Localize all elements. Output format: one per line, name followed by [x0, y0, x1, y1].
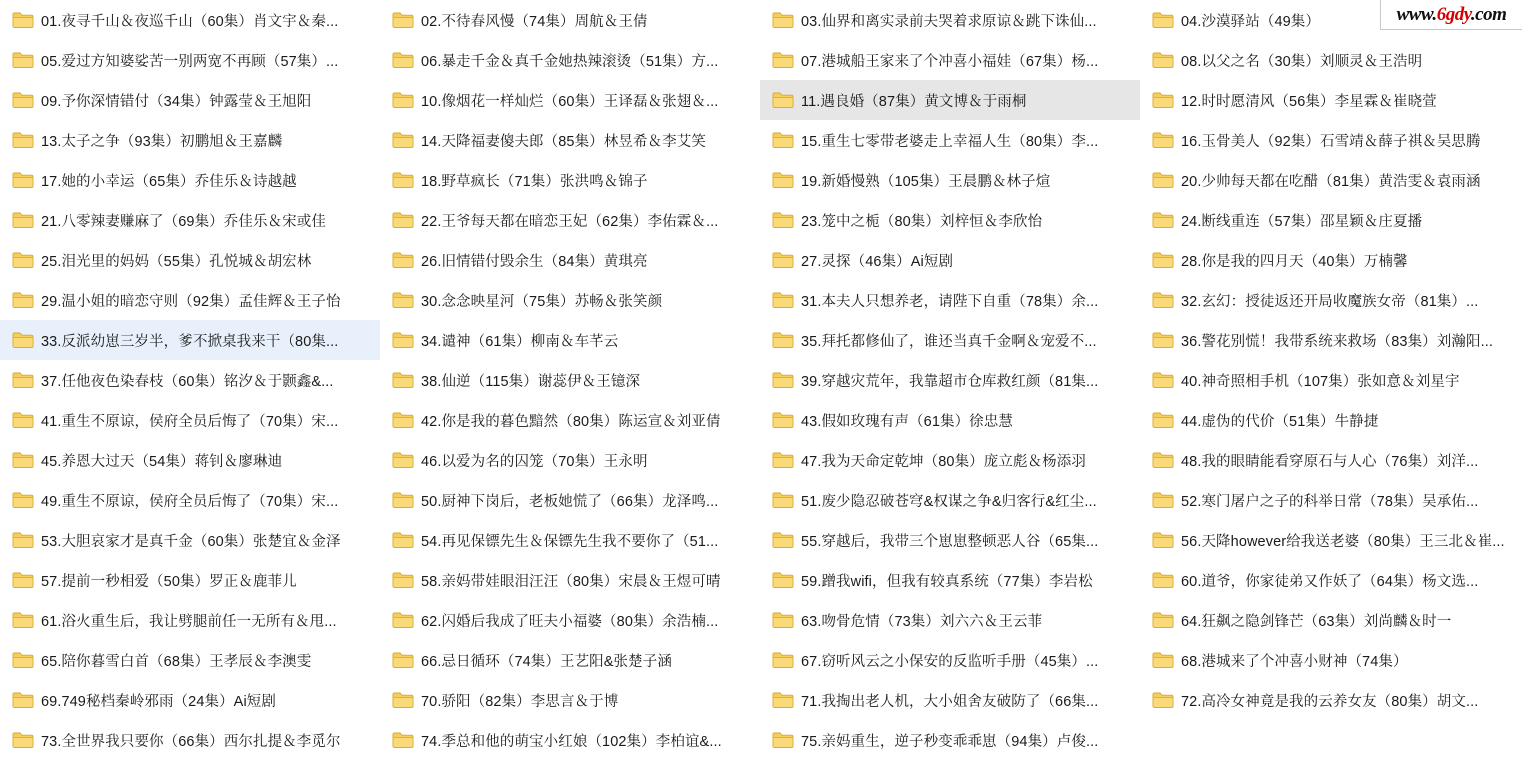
folder-icon — [392, 91, 414, 109]
folder-icon — [1152, 691, 1174, 709]
file-item-label: 37.任他夜色染春枝（60集）铭汐＆于颢鑫&... — [41, 373, 334, 390]
folder-icon — [1152, 411, 1174, 429]
file-item[interactable] — [760, 120, 1140, 160]
folder-icon — [1152, 371, 1174, 389]
file-item[interactable] — [1140, 440, 1520, 480]
file-item-label: 59.蹭我wifi，但我有较真系统（77集）李岩松 — [801, 573, 1093, 590]
folder-icon — [1152, 11, 1174, 29]
folder-icon — [772, 51, 794, 69]
folder-icon — [392, 571, 414, 589]
folder-icon — [12, 91, 34, 109]
file-item[interactable] — [760, 280, 1140, 320]
file-item[interactable] — [0, 0, 380, 40]
file-item[interactable] — [0, 720, 380, 760]
file-item[interactable] — [380, 520, 760, 560]
file-item-label: 50.厨神下岗后，老板她慌了（66集）龙泽鸣... — [421, 493, 719, 510]
file-item-label: 03.仙界和离实录前夫哭着求原谅＆跳下诛仙... — [801, 13, 1097, 30]
file-item-label: 62.闪婚后我成了旺夫小福婆（80集）余浩楠... — [421, 613, 719, 630]
file-item[interactable] — [760, 200, 1140, 240]
file-item-label: 27.灵探（46集）Ai短剧 — [801, 253, 954, 270]
file-item[interactable] — [380, 80, 760, 120]
folder-icon — [772, 91, 794, 109]
file-item-label: 61.浴火重生后，我让劈腿前任一无所有＆甩... — [41, 613, 337, 630]
file-item-label: 39.穿越灾荒年，我靠超市仓库救红颜（81集... — [801, 373, 1099, 390]
folder-icon — [392, 371, 414, 389]
file-item[interactable] — [1140, 240, 1520, 280]
file-item[interactable] — [760, 400, 1140, 440]
file-item[interactable] — [0, 160, 380, 200]
file-item[interactable] — [1140, 520, 1520, 560]
watermark-text: www.6gdy.com — [1396, 3, 1507, 25]
folder-icon — [1152, 171, 1174, 189]
file-item-label: 30.念念映星河（75集）苏畅＆张笑颜 — [421, 293, 663, 310]
file-item[interactable] — [760, 440, 1140, 480]
file-item-label: 23.笼中之栀（80集）刘梓恒＆李欣怡 — [801, 213, 1043, 230]
file-item-label: 42.你是我的暮色黯然（80集）陈运宣＆刘亚倩 — [421, 413, 721, 430]
folder-icon — [772, 291, 794, 309]
file-item[interactable] — [1140, 80, 1520, 120]
file-item-label: 12.时时愿清风（56集）李星霖＆崔晓萱 — [1181, 93, 1437, 110]
folder-icon — [772, 691, 794, 709]
folder-icon — [772, 171, 794, 189]
file-item-label: 29.温小姐的暗恋守则（92集）孟佳辉＆王子怡 — [41, 293, 341, 310]
site-watermark — [1380, 0, 1522, 30]
file-item-label: 33.反派幼崽三岁半，爹不掀桌我来干（80集... — [41, 333, 339, 350]
file-item[interactable] — [760, 720, 1140, 760]
file-item[interactable] — [1140, 160, 1520, 200]
file-item-label: 52.寒门屠户之子的科举日常（78集）吴承佑... — [1181, 493, 1479, 510]
folder-icon — [1152, 331, 1174, 349]
file-item[interactable] — [380, 240, 760, 280]
file-item-label: 41.重生不原谅，侯府全员后悔了（70集）宋... — [41, 413, 339, 430]
file-item[interactable] — [0, 40, 380, 80]
folder-icon — [12, 411, 34, 429]
file-item-label: 04.沙漠驿站（49集） — [1181, 13, 1320, 30]
folder-icon — [772, 411, 794, 429]
folder-icon — [1152, 531, 1174, 549]
folder-icon — [392, 611, 414, 629]
file-item-label: 44.虚伪的代价（51集）牛静捷 — [1181, 413, 1379, 430]
file-item[interactable] — [0, 440, 380, 480]
folder-icon — [12, 131, 34, 149]
file-item-label: 18.野草疯长（71集）张洪鸣＆锦子 — [421, 173, 648, 190]
folder-icon — [1152, 611, 1174, 629]
file-item-label: 20.少帅每天都在吃醋（81集）黄浩雯＆袁雨涵 — [1181, 173, 1481, 190]
folder-icon — [1152, 51, 1174, 69]
file-item-label: 49.重生不原谅，侯府全员后悔了（70集）宋... — [41, 493, 339, 510]
file-item-label: 38.仙逆（115集）谢蕊伊＆王镱深 — [421, 373, 641, 390]
file-item[interactable] — [1140, 600, 1520, 640]
file-item-label: 53.大胆哀家才是真千金（60集）张楚宜＆金泽 — [41, 533, 341, 550]
file-item-label: 05.爱过方知婆娑苦一别两宽不再顾（57集）... — [41, 53, 339, 70]
file-item-label: 65.陪你暮雪白首（68集）王孝辰＆李澳雯 — [41, 653, 312, 670]
folder-icon — [392, 251, 414, 269]
file-item-label: 10.像烟花一样灿烂（60集）王译磊＆张翅＆... — [421, 93, 719, 110]
file-item[interactable] — [0, 560, 380, 600]
file-item-label: 36.警花别慌！我带系统来救场（83集）刘瀚阳... — [1181, 333, 1493, 350]
file-item[interactable] — [380, 560, 760, 600]
folder-icon — [772, 371, 794, 389]
folder-icon — [12, 531, 34, 549]
folder-icon — [392, 331, 414, 349]
file-item-label: 69.749秘档秦岭邪雨（24集）Ai短剧 — [41, 693, 276, 710]
folder-icon — [392, 691, 414, 709]
file-item[interactable] — [1140, 400, 1520, 440]
file-item[interactable] — [1140, 120, 1520, 160]
file-item-label: 70.骄阳（82集）李思言＆于博 — [421, 693, 619, 710]
file-item-label: 57.提前一秒相爱（50集）罗正＆鹿菲儿 — [41, 573, 297, 590]
file-item[interactable] — [1140, 680, 1520, 720]
folder-icon — [12, 611, 34, 629]
file-item-label: 34.谴神（61集）柳南＆车芊云 — [421, 333, 619, 350]
file-item[interactable] — [380, 480, 760, 520]
file-item[interactable] — [380, 320, 760, 360]
folder-icon — [12, 491, 34, 509]
file-item[interactable] — [760, 40, 1140, 80]
file-item[interactable] — [1140, 560, 1520, 600]
file-item-label: 07.港城船王家来了个冲喜小福娃（67集）杨... — [801, 53, 1099, 70]
file-item-label: 43.假如玫瑰有声（61集）徐忠慧 — [801, 413, 1013, 430]
file-item[interactable] — [1140, 640, 1520, 680]
file-item-label: 08.以父之名（30集）刘顺灵＆王浩明 — [1181, 53, 1423, 70]
file-item-label: 35.拜托都修仙了，谁还当真千金啊＆宠爱不... — [801, 333, 1097, 350]
folder-icon — [392, 651, 414, 669]
file-item[interactable] — [380, 120, 760, 160]
folder-icon — [1152, 291, 1174, 309]
file-item-label: 06.暴走千金＆真千金她热辣滚烫（51集）方... — [421, 53, 719, 70]
file-item[interactable] — [380, 160, 760, 200]
file-item-label: 22.王爷每天都在暗恋王妃（62集）李佑霖＆... — [421, 213, 719, 230]
file-item[interactable] — [0, 640, 380, 680]
file-item-label: 13.太子之争（93集）初鹏旭＆王嘉麟 — [41, 133, 283, 150]
folder-icon — [392, 131, 414, 149]
folder-icon — [772, 451, 794, 469]
file-item[interactable] — [0, 480, 380, 520]
folder-icon — [12, 11, 34, 29]
folder-icon — [12, 451, 34, 469]
file-item-label: 19.新婚慢熟（105集）王晨鹏＆林子煊 — [801, 173, 1051, 190]
folder-icon — [392, 731, 414, 749]
file-item-label: 74.季总和他的萌宝小红娘（102集）李柏谊&... — [421, 733, 722, 750]
file-item[interactable] — [0, 280, 380, 320]
folder-icon — [392, 411, 414, 429]
folder-icon — [12, 251, 34, 269]
folder-icon — [772, 731, 794, 749]
folder-icon — [12, 211, 34, 229]
folder-icon — [772, 491, 794, 509]
folder-icon — [12, 291, 34, 309]
file-item[interactable] — [760, 600, 1140, 640]
folder-icon — [772, 611, 794, 629]
file-item-label: 02.不待春风慢（74集）周航＆王倩 — [421, 13, 648, 30]
folder-icon — [1152, 131, 1174, 149]
file-item-label: 64.狂飙之隐剑锋芒（63集）刘尚麟＆时一 — [1181, 613, 1452, 630]
file-item[interactable] — [380, 200, 760, 240]
folder-icon — [772, 331, 794, 349]
file-item-label: 75.亲妈重生，逆子秒变乖乖崽（94集）卢俊... — [801, 733, 1099, 750]
file-item[interactable] — [760, 480, 1140, 520]
file-item[interactable] — [380, 640, 760, 680]
file-item[interactable] — [380, 0, 760, 40]
file-item-label: 11.遇良婚（87集）黄文博＆于雨桐 — [801, 93, 1027, 110]
file-item[interactable] — [760, 240, 1140, 280]
folder-icon — [12, 171, 34, 189]
folder-icon — [12, 691, 34, 709]
file-item-label: 56.天降however给我送老婆（80集）王三北＆崔... — [1181, 533, 1505, 550]
file-item-label: 25.泪光里的妈妈（55集）孔悦城＆胡宏林 — [41, 253, 312, 270]
folder-icon — [772, 131, 794, 149]
file-item-label: 09.予你深情错付（34集）钟露莹＆王旭阳 — [41, 93, 312, 110]
file-item[interactable] — [0, 520, 380, 560]
folder-icon — [12, 651, 34, 669]
file-item-label: 66.忌日循环（74集）王艺阳&张楚子涵 — [421, 653, 672, 670]
file-item-label: 67.窃听风云之小保安的反监听手册（45集）... — [801, 653, 1099, 670]
folder-icon — [1152, 251, 1174, 269]
file-item[interactable] — [760, 560, 1140, 600]
file-item-label: 72.高冷女神竟是我的云养女友（80集）胡文... — [1181, 693, 1479, 710]
file-item-label: 55.穿越后，我带三个崽崽整顿恶人谷（65集... — [801, 533, 1099, 550]
file-item[interactable] — [760, 0, 1140, 40]
file-item-label: 60.道爷，你家徒弟又作妖了（64集）杨文选... — [1181, 573, 1479, 590]
file-item[interactable] — [760, 640, 1140, 680]
folder-icon — [12, 731, 34, 749]
file-item-label: 51.废少隐忍破苍穹&权谋之争&归客行&红尘... — [801, 493, 1097, 510]
file-item-label: 21.八零辣妻赚麻了（69集）乔佳乐＆宋或佳 — [41, 213, 326, 230]
folder-icon — [12, 571, 34, 589]
folder-icon — [1152, 91, 1174, 109]
folder-icon — [12, 371, 34, 389]
file-item-label: 58.亲妈带娃眼泪汪汪（80集）宋晨＆王煜可晴 — [421, 573, 721, 590]
file-item[interactable] — [380, 440, 760, 480]
file-item[interactable] — [0, 320, 380, 360]
file-item[interactable] — [0, 600, 380, 640]
folder-icon — [12, 51, 34, 69]
file-item[interactable] — [380, 360, 760, 400]
folder-icon — [392, 291, 414, 309]
file-item-label: 40.神奇照相手机（107集）张如意＆刘星宇 — [1181, 373, 1460, 390]
file-item-label: 28.你是我的四月天（40集）万楠馨 — [1181, 253, 1408, 270]
folder-icon — [772, 251, 794, 269]
folder-icon — [1152, 651, 1174, 669]
folder-icon — [772, 651, 794, 669]
folder-icon — [392, 491, 414, 509]
file-item-label: 14.天降福妻傻夫郎（85集）林昱希＆李艾笑 — [421, 133, 706, 150]
file-item-label: 17.她的小幸运（65集）乔佳乐＆诗越越 — [41, 173, 297, 190]
file-item[interactable] — [380, 280, 760, 320]
file-item[interactable] — [0, 200, 380, 240]
file-item[interactable] — [1140, 200, 1520, 240]
file-item-label: 46.以爱为名的囚笼（70集）王永明 — [421, 453, 648, 470]
file-item[interactable] — [380, 680, 760, 720]
file-item-label: 16.玉骨美人（92集）石雪靖＆薛子祺＆吴思腾 — [1181, 133, 1481, 150]
file-item-label: 15.重生七零带老婆走上幸福人生（80集）李... — [801, 133, 1099, 150]
file-item-label: 47.我为天命定乾坤（80集）庞立彪＆杨添羽 — [801, 453, 1086, 470]
file-item-label: 32.玄幻：授徒返还开局收魔族女帝（81集）... — [1181, 293, 1479, 310]
file-item[interactable] — [380, 40, 760, 80]
folder-icon — [772, 571, 794, 589]
file-item-label: 01.夜寻千山＆夜巡千山（60集）肖文宇＆秦... — [41, 13, 339, 30]
folder-icon — [1152, 571, 1174, 589]
folder-icon — [392, 531, 414, 549]
file-item[interactable] — [0, 360, 380, 400]
folder-icon — [392, 171, 414, 189]
file-item[interactable] — [760, 320, 1140, 360]
folder-icon — [772, 211, 794, 229]
folder-icon — [12, 331, 34, 349]
folder-icon — [1152, 491, 1174, 509]
folder-icon — [392, 211, 414, 229]
file-item-label: 68.港城来了个冲喜小财神（74集） — [1181, 653, 1408, 670]
file-item[interactable] — [1140, 280, 1520, 320]
file-item[interactable] — [760, 80, 1140, 120]
file-item[interactable] — [1140, 320, 1520, 360]
folder-icon — [392, 51, 414, 69]
file-item[interactable] — [1140, 480, 1520, 520]
file-item-label: 31.本夫人只想养老，请陛下自重（78集）余... — [801, 293, 1099, 310]
file-item[interactable] — [760, 360, 1140, 400]
folder-icon — [1152, 211, 1174, 229]
file-item[interactable] — [1140, 360, 1520, 400]
file-item-label: 63.吻骨危情（73集）刘六六＆王云菲 — [801, 613, 1043, 630]
file-item[interactable] — [1140, 40, 1520, 80]
file-item-label: 26.旧情错付毁余生（84集）黄琪亮 — [421, 253, 648, 270]
file-item-label: 71.我掏出老人机，大小姐舍友破防了（66集... — [801, 693, 1099, 710]
file-item[interactable] — [0, 240, 380, 280]
file-item-label: 73.全世界我只要你（66集）西尔扎提＆李觅尔 — [41, 733, 341, 750]
file-item[interactable] — [0, 680, 380, 720]
file-item[interactable] — [380, 720, 760, 760]
file-item[interactable] — [380, 400, 760, 440]
file-item[interactable] — [0, 80, 380, 120]
file-item-label: 54.再见保镖先生＆保镖先生我不要你了（51... — [421, 533, 719, 550]
file-item[interactable] — [0, 120, 380, 160]
file-item-label: 45.养恩大过天（54集）蒋钊＆廖琳迪 — [41, 453, 283, 470]
file-item[interactable] — [760, 160, 1140, 200]
folder-icon — [392, 451, 414, 469]
folder-icon — [1152, 451, 1174, 469]
file-item[interactable] — [760, 520, 1140, 560]
folder-icon — [772, 11, 794, 29]
folder-icon — [392, 11, 414, 29]
file-item[interactable] — [380, 600, 760, 640]
file-item-label: 48.我的眼睛能看穿原石与人心（76集）刘洋... — [1181, 453, 1479, 470]
file-item[interactable] — [0, 400, 380, 440]
file-item-empty — [1140, 720, 1520, 760]
file-item-label: 24.断线重连（57集）邵星颖＆庄夏播 — [1181, 213, 1423, 230]
file-item[interactable] — [760, 680, 1140, 720]
folder-icon — [772, 531, 794, 549]
